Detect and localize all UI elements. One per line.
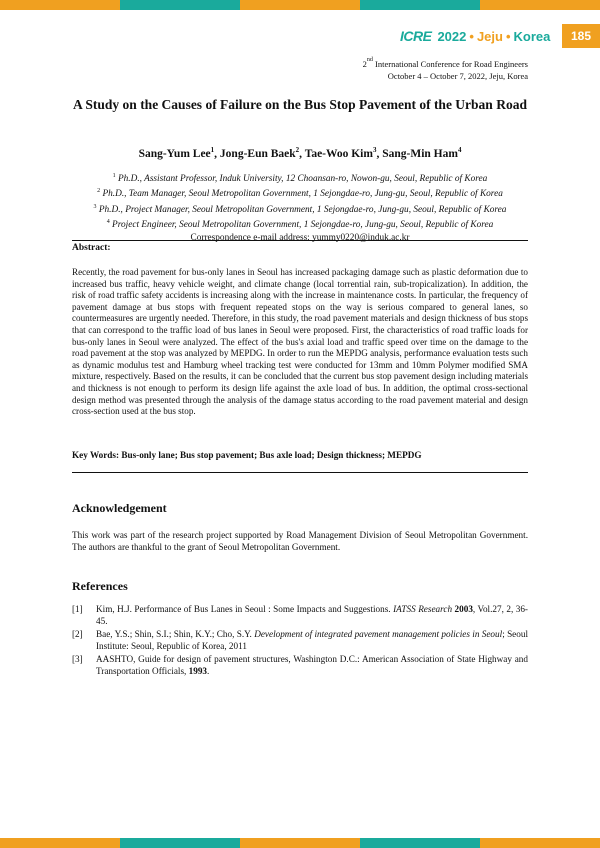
bottom-color-stripe xyxy=(0,838,600,848)
logo-mark: ICRE xyxy=(400,28,432,44)
page-number: 185 xyxy=(562,24,600,48)
logo-city: Jeju xyxy=(476,28,503,44)
reference-pre-part: AASHTO, Guide for design of pavement structures, Washington D.C.: American Association of State Highway and Transportation Officials, xyxy=(96,654,528,676)
author-list xyxy=(72,146,528,160)
author-name: Tae-Woo Kim xyxy=(304,147,373,160)
reference-pre-part: Bae, Y.S.; Shin, S.I.; Shin, K.Y.; Cho, S.Y. xyxy=(96,629,255,640)
acknowledgement-heading: Acknowledgement xyxy=(72,501,167,515)
author-affiliation-mark: 1 xyxy=(210,146,215,154)
affiliation-line xyxy=(60,201,540,216)
reference-pre-part: Kim, H.J. Performance of Bus Lanes in Seoul : Some Impacts and Suggestions. xyxy=(96,604,394,614)
affiliations xyxy=(60,170,540,244)
reference-ital-part: Development of integrated pavement management policies in Seoul xyxy=(254,629,503,640)
logo-dot-icon: • xyxy=(505,28,511,44)
author-affiliation-mark: 4 xyxy=(457,146,462,154)
author-name: Sang-Yum Lee xyxy=(138,147,211,160)
affiliation-text: Ph.D., Project Manager, Seoul Metropolitan Government, 1 Sejongdae-ro, Jung-gu, Seoul, Republic of Korea xyxy=(96,204,507,215)
reference-list xyxy=(72,604,528,680)
reference-bold-part: 1993 xyxy=(188,665,208,676)
author-separator: , xyxy=(376,147,383,160)
keywords: Key Words: Bus-only lane; Bus stop pavement; Bus axle load; Design thickness; MEPDG xyxy=(72,450,422,460)
affiliation-mark: 3 xyxy=(93,203,97,210)
author-name: Jong-Eun Baek xyxy=(219,147,296,160)
conf-ordinal: 2 xyxy=(362,59,367,69)
affiliation-mark: 4 xyxy=(106,219,110,226)
affiliation-line xyxy=(60,216,540,231)
reference-mid-part: ; Seoul Institute: Seoul, Republic of Korea, 2011 xyxy=(96,629,528,651)
references-heading: References xyxy=(72,579,128,593)
paper-title: A Study on the Causes of Failure on the Bus Stop Pavement of the Urban Road xyxy=(73,97,527,112)
reference-number: [1] xyxy=(72,604,83,614)
reference-post-part: , Vol.27, 2, 36-45. xyxy=(96,604,528,626)
affiliation-line xyxy=(60,185,540,200)
author-affiliation-mark: 2 xyxy=(295,146,300,154)
affiliation-text: Project Engineer, Seoul Metropolitan Government, 1 Sejongdae-ro, Jung-gu, Seoul, Republic of Korea xyxy=(109,220,494,231)
reference-bold-part: 2003 xyxy=(454,604,473,614)
abstract-text: Recently, the road pavement for bus-only lanes in Seoul has increased packaging damage such as plastic deformation due to increased bus traffic, heavy vehicle weight, and climate change (local torrential rain, sub-tropicalization). In addition, the risk of road traffic safety accidents is increasing along with the increase in maintenance costs. In particular, the frequency of pavement damage at bus stops with frequent repeated stops on the way is serious compared to general lanes, so countermeasures are urgently needed. Therefore, in this study, the road pavement materials and design thickness of bus stops that can correspond to the traffic load of bus lanes in Seoul were proposed. First, the characteristics of road traffic loads for bus-only lanes in Seoul were analyzed. The effect of the bus's axial load and traffic speed over time on the damage to the road pavement at the stop was analyzed by MEPDG. In order to run the MEPDG analysis, performance evaluation tests such as dynamic modulus test and Hamburg wheel tracking test were conducted for 13mm and 10mm Polymer modified SMA mixture, respectively. Based on the results, it can be concluded that the current bus stop pavement design including materials and thickness is not enough to perform its design life against the axle load of bus. In addition, the optimal cross-sectional design method was presented through the analysis of the damage status according to the road pavement material and design cross-section used at the bus stop. xyxy=(72,267,528,417)
reference-text xyxy=(96,604,528,627)
reference-number: [3] xyxy=(72,654,83,665)
conference-dates: October 4 – October 7, 2022, Jeju, Korea xyxy=(387,71,528,81)
logo-country: Korea xyxy=(513,28,551,44)
affiliation-line xyxy=(60,170,540,185)
reference-item xyxy=(72,629,528,652)
conference-logo xyxy=(400,26,550,46)
reference-item xyxy=(72,604,528,627)
author-name: Sang-Min Ham xyxy=(382,147,458,160)
affiliation-mark: 2 xyxy=(97,188,101,195)
author-separator: , xyxy=(214,147,220,160)
divider xyxy=(72,240,528,241)
conference-name-line xyxy=(363,58,528,70)
reference-text xyxy=(96,654,528,677)
logo-year: 2022 xyxy=(437,28,467,44)
reference-item xyxy=(72,654,528,677)
acknowledgement-text: This work was part of the research project supported by Road Management Division of Seoul Metropolitan Government. The authors are thankful to the grant of Seoul Metropolitan Government. xyxy=(72,530,528,552)
affiliation-text: Ph.D., Assistant Professor, Induk University, 12 Choansan-ro, Nowon-gu, Seoul, Republic of Korea xyxy=(115,174,488,185)
logo-dot-icon: • xyxy=(469,28,474,44)
divider xyxy=(72,472,528,473)
top-color-stripe xyxy=(0,0,600,10)
affiliation-text: Ph.D., Team Manager, Seoul Metropolitan Government, 1 Sejongdae-ro, Jung-gu, Seoul, Republic of Korea xyxy=(100,189,503,200)
correspondence-email: Correspondence e-mail address: yummy0220@induk.ac.kr xyxy=(190,232,410,243)
reference-text xyxy=(96,629,528,652)
author-separator: , xyxy=(299,147,305,160)
author-affiliation-mark: 3 xyxy=(372,146,377,154)
affiliation-mark: 1 xyxy=(112,173,116,179)
reference-ital-part: IATSS Research xyxy=(393,604,453,614)
reference-post-part: . xyxy=(207,665,210,676)
conf-ordinal-suffix: nd xyxy=(366,57,373,63)
conference-info xyxy=(363,58,528,82)
reference-number: [2] xyxy=(72,629,83,640)
abstract-heading: Abstract: xyxy=(72,243,111,253)
conf-name: International Conference for Road Engineers xyxy=(372,59,528,69)
